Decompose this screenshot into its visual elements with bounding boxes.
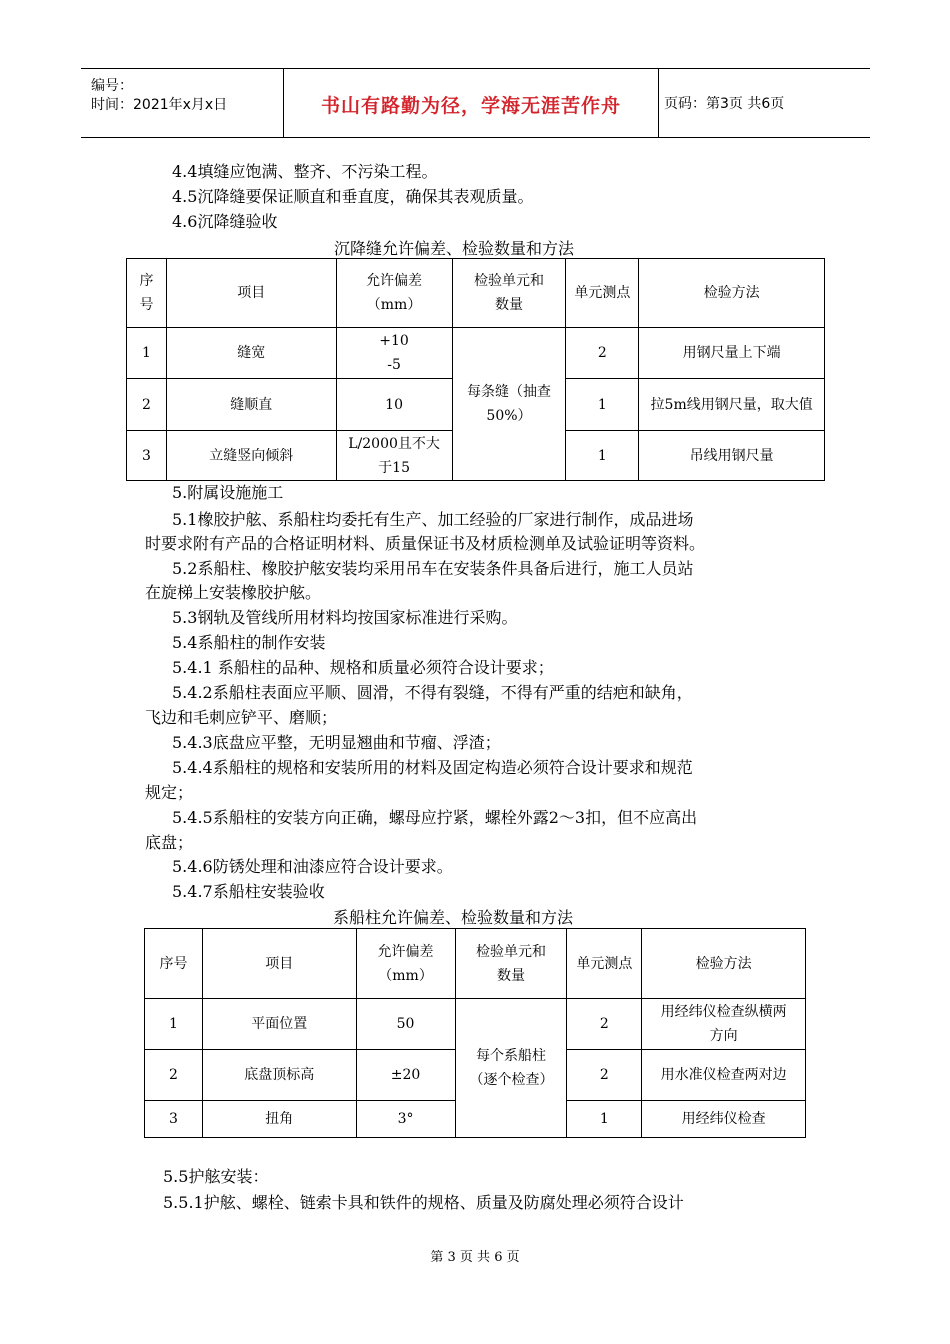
para-5-4-2: 5.4.2系船柱表面应平顺、圆滑，不得有裂缝，不得有严重的结疤和缺角， bbox=[172, 683, 693, 702]
cell-tolerance: ±20 bbox=[356, 1050, 455, 1101]
para-5-4-1: 5.4.1 系船柱的品种、规格和质量必须符合设计要求； bbox=[172, 658, 554, 677]
para-5-4-4-cont: 规定； bbox=[145, 783, 194, 802]
cell-method: 吊线用钢尺量 bbox=[639, 431, 825, 481]
bollard-table bbox=[144, 928, 806, 1138]
table-row bbox=[127, 328, 825, 379]
cell-no: 3 bbox=[145, 1101, 203, 1138]
cell-method: 拉5m线用钢尺量，取大值 bbox=[639, 379, 825, 431]
settlement-joint-table bbox=[126, 258, 825, 481]
cell-method: 用经纬仪检查纵横两方向 bbox=[642, 999, 806, 1050]
para-4-6: 4.6沉降缝验收 bbox=[172, 212, 278, 231]
cell-no: 2 bbox=[127, 379, 167, 431]
motto: 书山有路勤为径，学海无涯苦作舟 bbox=[320, 95, 621, 117]
th-unit-qty: 检验单元和数量 bbox=[455, 929, 567, 999]
cell-no: 3 bbox=[127, 431, 167, 481]
cell-tolerance: +10 -5 bbox=[336, 328, 452, 379]
para-5-4-2-cont: 飞边和毛刺应铲平、磨顺； bbox=[145, 708, 338, 727]
table-row bbox=[145, 999, 806, 1050]
cell-method: 用水准仪检查两对边 bbox=[642, 1050, 806, 1101]
cell-points: 2 bbox=[566, 328, 639, 379]
cell-item: 平面位置 bbox=[202, 999, 356, 1050]
th-tolerance: 允许偏差（mm） bbox=[356, 929, 455, 999]
para-5-2-cont: 在旋梯上安装橡胶护舷。 bbox=[145, 583, 322, 602]
cell-points: 2 bbox=[567, 999, 642, 1050]
cell-points: 2 bbox=[567, 1050, 642, 1101]
header-page-cell bbox=[658, 69, 870, 137]
para-5-4-5: 5.4.5系船柱的安装方向正确，螺母应拧紧，螺栓外露2～3扣，但不应高出 bbox=[172, 808, 698, 827]
table1-caption: 沉降缝允许偏差、检验数量和方法 bbox=[334, 239, 575, 258]
th-tolerance: 允许偏差（mm） bbox=[336, 259, 452, 328]
doc-time: 时间：2021年x月x日 bbox=[91, 97, 228, 113]
para-5-4: 5.4系船柱的制作安装 bbox=[172, 633, 326, 652]
para-5-4-7: 5.4.7系船柱安装验收 bbox=[172, 882, 325, 901]
cell-no: 1 bbox=[145, 999, 203, 1050]
cell-points: 1 bbox=[566, 379, 639, 431]
doc-number: 编号： bbox=[91, 78, 133, 94]
th-no: 序号 bbox=[127, 259, 167, 328]
header-motto-cell bbox=[283, 69, 659, 137]
para-5-4-3: 5.4.3底盘应平整，无明显翘曲和节瘤、浮渣； bbox=[172, 733, 501, 752]
para-5-3: 5.3钢轨及管线所用材料均按国家标准进行采购。 bbox=[172, 608, 518, 627]
th-method: 检验方法 bbox=[639, 259, 825, 328]
cell-tolerance: 3° bbox=[356, 1101, 455, 1138]
table2-caption: 系船柱允许偏差、检验数量和方法 bbox=[333, 908, 574, 927]
para-5-5-1: 5.5.1护舷、螺栓、链索卡具和铁件的规格、质量及防腐处理必须符合设计 bbox=[163, 1193, 684, 1212]
th-method: 检验方法 bbox=[642, 929, 806, 999]
th-points: 单元测点 bbox=[566, 259, 639, 328]
cell-method: 用经纬仪检查 bbox=[642, 1101, 806, 1138]
cell-points: 1 bbox=[567, 1101, 642, 1138]
para-5-5: 5.5护舷安装： bbox=[163, 1167, 269, 1186]
cell-item: 底盘顶标高 bbox=[202, 1050, 356, 1101]
th-item: 项目 bbox=[166, 259, 336, 328]
cell-tolerance: 10 bbox=[336, 379, 452, 431]
para-4-5: 4.5沉降缝要保证顺直和垂直度，确保其表观质量。 bbox=[172, 187, 534, 206]
para-5-2: 5.2系船柱、橡胶护舷安装均采用吊车在安装条件具备后进行，施工人员站 bbox=[172, 559, 694, 578]
th-item: 项目 bbox=[202, 929, 356, 999]
page-info: 页码：第3页 共6页 bbox=[664, 96, 785, 112]
para-5-4-5-cont: 底盘； bbox=[145, 833, 194, 852]
table-header-row bbox=[145, 929, 806, 999]
th-points: 单元测点 bbox=[567, 929, 642, 999]
cell-unit-qty: 每个系船柱（逐个检查） bbox=[455, 999, 567, 1138]
cell-tolerance: 50 bbox=[356, 999, 455, 1050]
para-5-4-6: 5.4.6防锈处理和油漆应符合设计要求。 bbox=[172, 857, 453, 876]
para-5: 5.附属设施施工 bbox=[172, 483, 284, 502]
cell-no: 2 bbox=[145, 1050, 203, 1101]
th-unit-qty: 检验单元和数量 bbox=[452, 259, 566, 328]
cell-item: 立缝竖向倾斜 bbox=[166, 431, 336, 481]
page-footer: 第 3 页 共 6 页 bbox=[430, 1250, 520, 1265]
cell-item: 缝顺直 bbox=[166, 379, 336, 431]
para-4-4: 4.4填缝应饱满、整齐、不污染工程。 bbox=[172, 162, 438, 181]
page-header bbox=[81, 68, 870, 138]
para-5-1: 5.1橡胶护舷、系船柱均委托有生产、加工经验的厂家进行制作，成品进场 bbox=[172, 510, 694, 529]
cell-no: 1 bbox=[127, 328, 167, 379]
cell-item: 缝宽 bbox=[166, 328, 336, 379]
para-5-4-4: 5.4.4系船柱的规格和安装所用的材料及固定构造必须符合设计要求和规范 bbox=[172, 758, 693, 777]
cell-method: 用钢尺量上下端 bbox=[639, 328, 825, 379]
th-no: 序号 bbox=[145, 929, 203, 999]
cell-item: 扭角 bbox=[202, 1101, 356, 1138]
cell-unit-qty: 每条缝（抽查50%） bbox=[452, 328, 566, 481]
cell-points: 1 bbox=[566, 431, 639, 481]
para-5-1-cont: 时要求附有产品的合格证明材料、质量保证书及材质检测单及试验证明等资料。 bbox=[145, 534, 706, 553]
header-meta bbox=[81, 69, 283, 137]
cell-tolerance: L/2000且不大于15 bbox=[336, 431, 452, 481]
table-header-row bbox=[127, 259, 825, 328]
